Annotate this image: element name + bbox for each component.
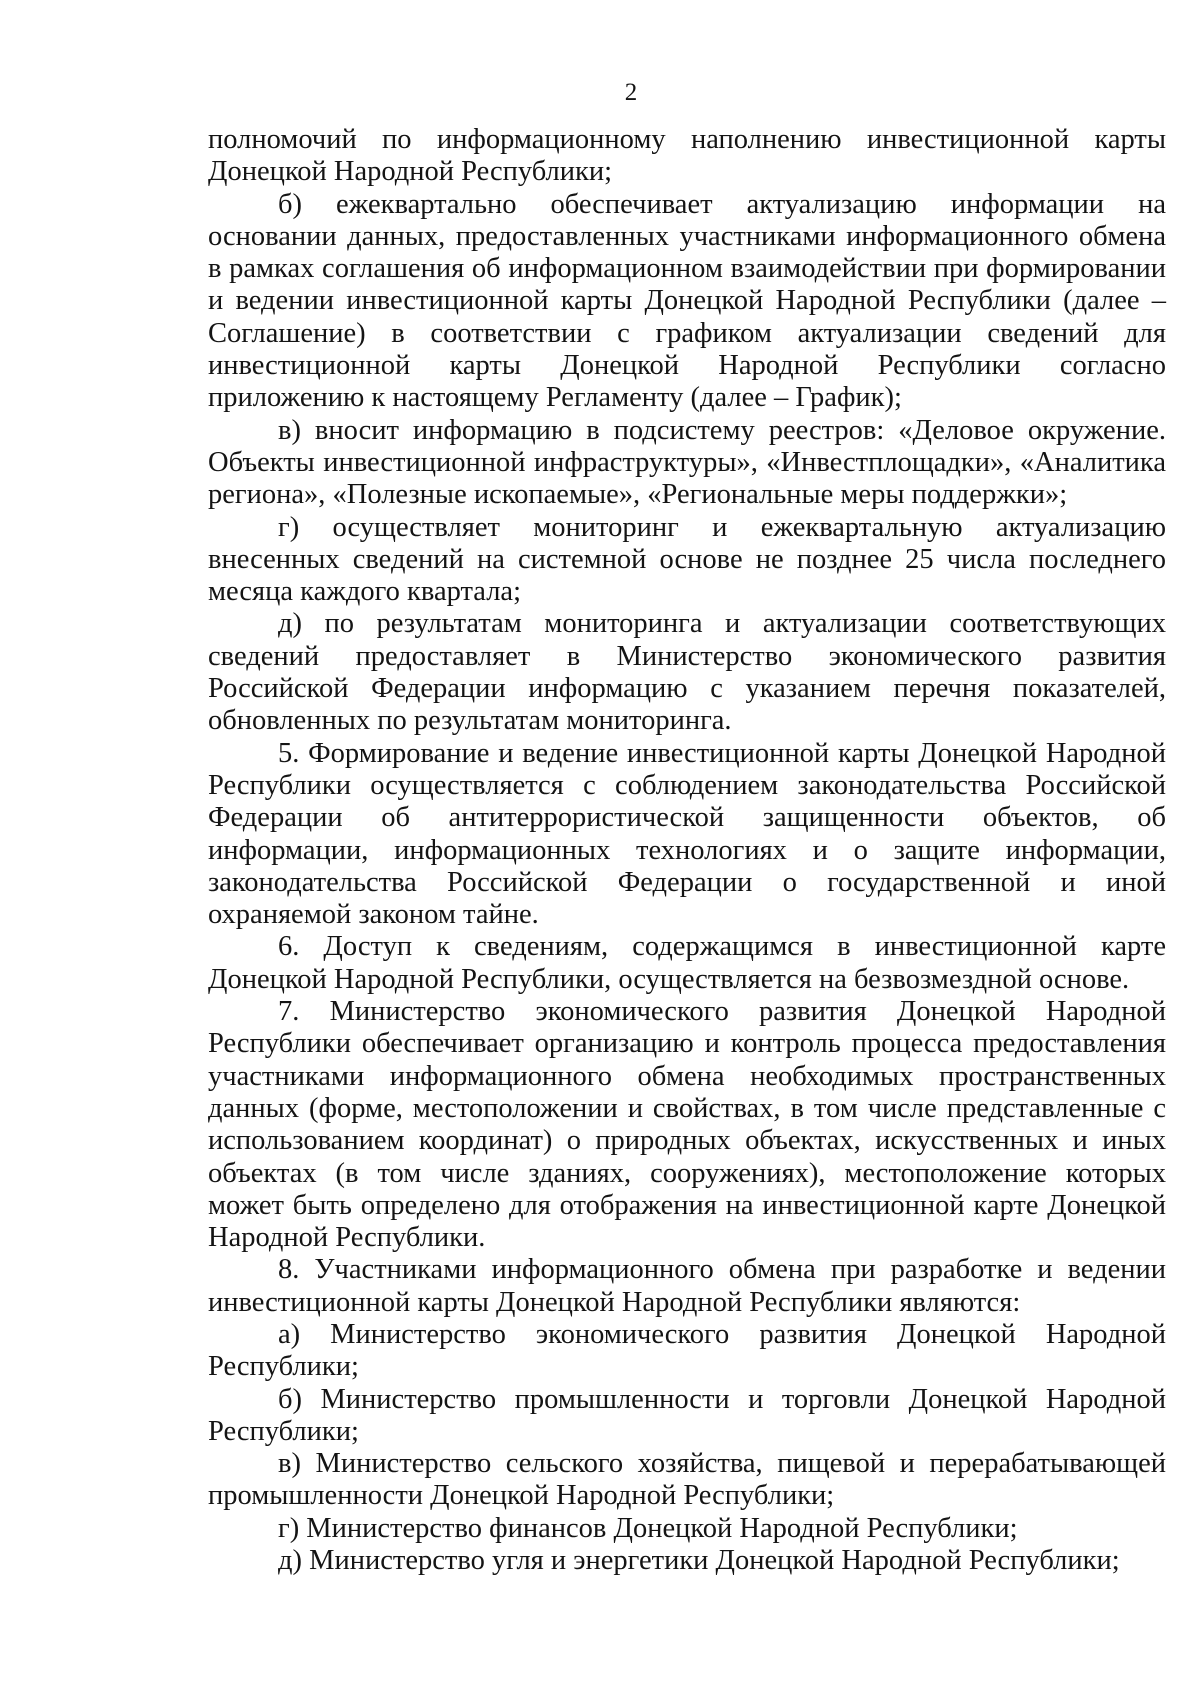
- list-item-d: д) Министерство угля и энергетики Донецкой Народной Республики;: [278, 1545, 1120, 1577]
- page-number: 2: [624, 79, 638, 106]
- document-body: [208, 124, 1166, 1577]
- paragraph-item-d: д) по результатам мониторинга и актуализации соответствующих сведений предоставляет в Министерство экономического развития Российской Федерации информацию с указанием перечня показателей, обновленных по результатам мониторинга.: [208, 608, 1166, 737]
- list-item-v: в) Министерство сельского хозяйства, пищевой и перерабатывающей промышленности Донецкой Народной Республики;: [208, 1448, 1166, 1512]
- paragraph-section-6: 6. Доступ к сведениям, содержащимся в инвестиционной карте Донецкой Народной Республики, осуществляется на безвозмездной основе.: [208, 931, 1166, 995]
- paragraph-section-5: 5. Формирование и ведение инвестиционной карты Донецкой Народной Республики осуществляется с соблюдением законодательства Российской Федерации об антитеррористической защищенности объектов, об информации, информационных технологиях и о защите информации, законодательства Российской Федерации о государственной и иной охраняемой законом тайне.: [208, 737, 1166, 931]
- list-item-b: б) Министерство промышленности и торговли Донецкой Народной Республики;: [208, 1383, 1166, 1447]
- list-item-a: а) Министерство экономического развития Донецкой Народной Республики;: [208, 1318, 1166, 1383]
- paragraph-continuation: полномочий по информационному наполнению инвестиционной карты Донецкой Народной Республики;: [208, 124, 1166, 188]
- paragraph-item-b: б) ежеквартально обеспечивает актуализацию информации на основании данных, предоставленных участниками информационного обмена в рамках соглашения об информационном взаимодействии при формировании и ведении инвестиционной карты Донецкой Народной Республики (далее – Соглашение) в соответствии с графиком актуализации сведений для инвестиционной карты Донецкой Народной Республики согласно приложению к настоящему Регламенту (далее – График);: [208, 188, 1166, 414]
- list-item-g: г) Министерство финансов Донецкой Народной Республики;: [278, 1512, 1018, 1544]
- paragraph-section-7: 7. Министерство экономического развития Донецкой Народной Республики обеспечивает организацию и контроль процесса предоставления участниками информационного обмена необходимых пространственных данных (форме, местоположении и свойствах, в том числе представленные с использованием координат) о природных объектах, искусственных и иных объектах (в том числе зданиях, сооружениях), местоположение которых может быть определено для отображения на инвестиционной карте Донецкой Народной Республики.: [208, 996, 1166, 1254]
- paragraph-item-g: г) осуществляет мониторинг и ежеквартальную актуализацию внесенных сведений на системной основе не позднее 25 числа последнего месяца каждого квартала;: [208, 511, 1166, 608]
- paragraph-section-8: 8. Участниками информационного обмена при разработке и ведении инвестиционной карты Донецкой Народной Республики являются:: [208, 1254, 1166, 1318]
- paragraph-item-v: в) вносит информацию в подсистему реестров: «Деловое окружение. Объекты инвестиционной инфраструктуры», «Инвестплощадки», «Аналитика региона», «Полезные ископаемые», «Региональные меры поддержки»;: [208, 414, 1166, 511]
